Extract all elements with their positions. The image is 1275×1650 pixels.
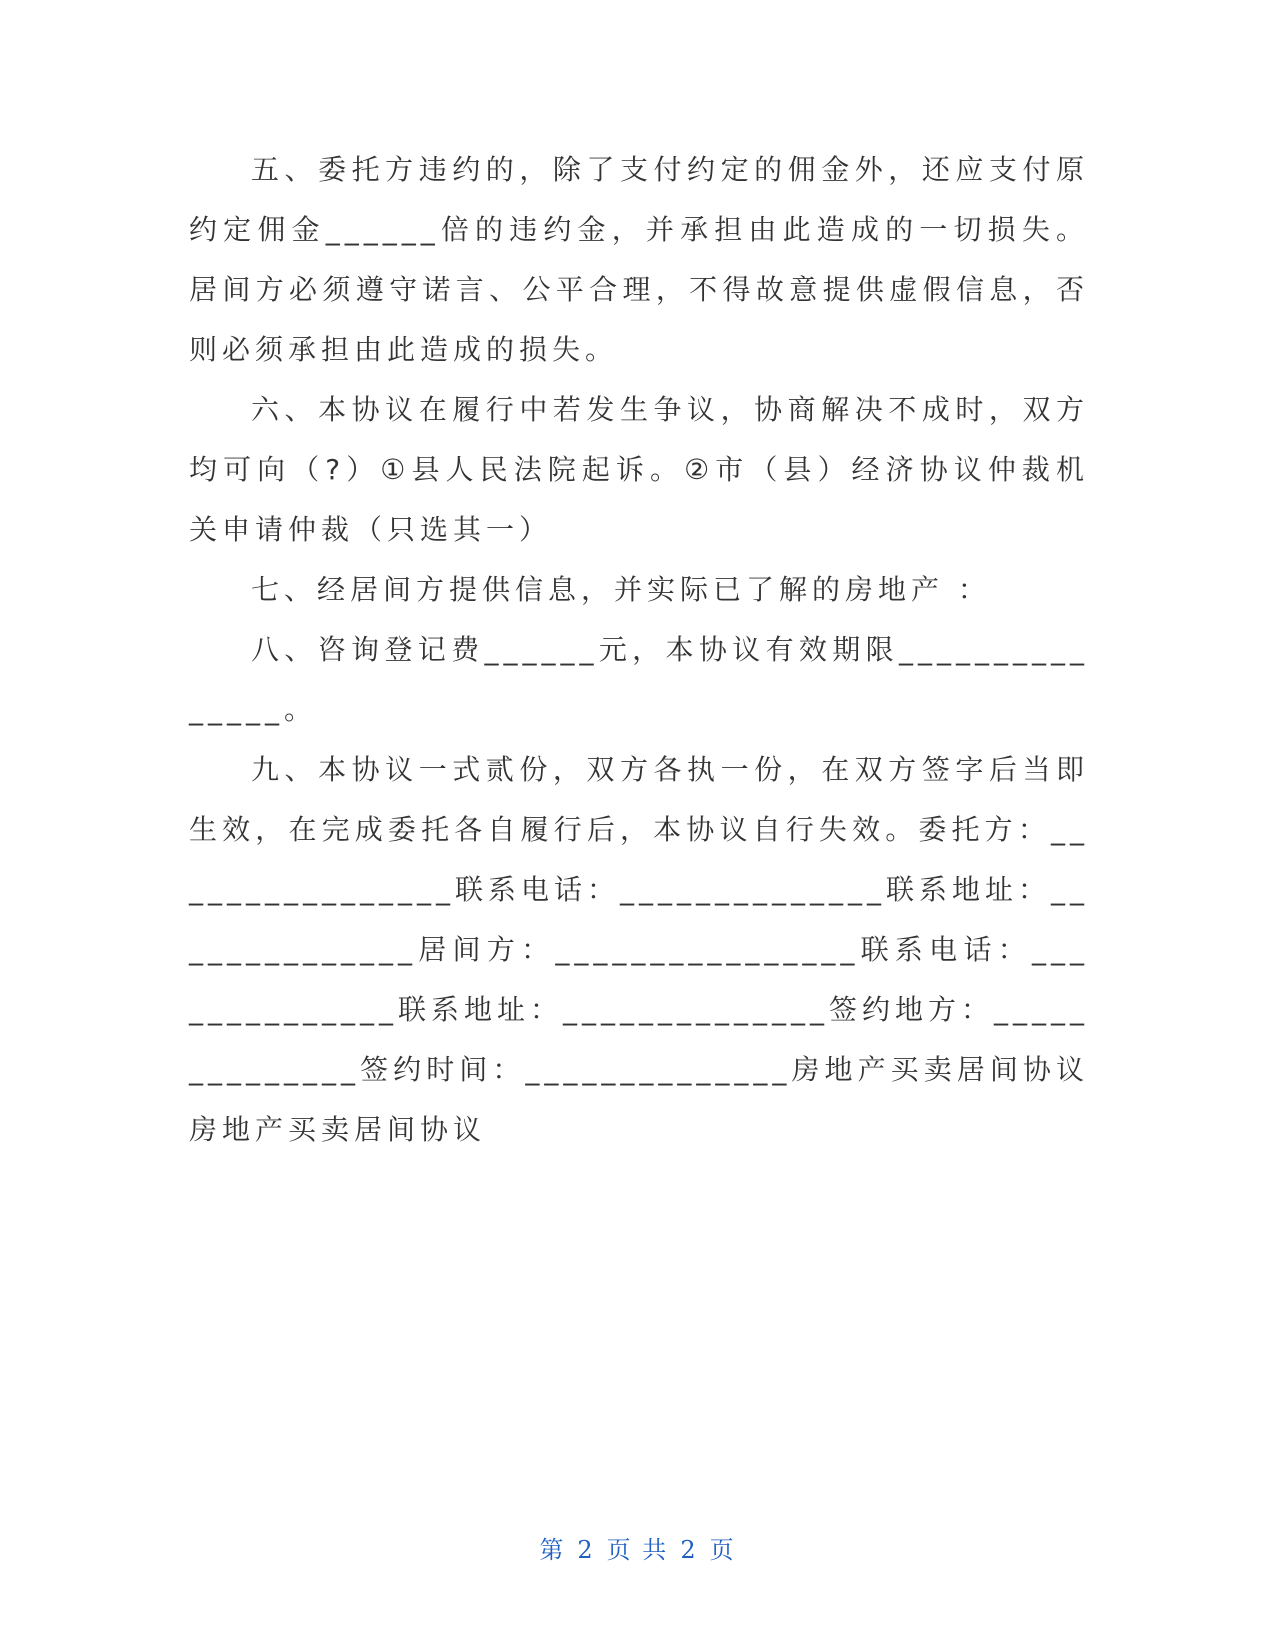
- page-footer: [0, 1530, 1275, 1565]
- document-body: [189, 140, 1089, 1160]
- footer-suffix: 页: [709, 1536, 736, 1564]
- footer-page-number: 2: [577, 1536, 595, 1564]
- clause-seven: 七、经居间方提供信息，并实际已了解的房地产 ：: [251, 573, 991, 606]
- clause-nine: 九、本协议一式贰份，双方各执一份，在双方签字后当即生效，在完成委托各自履行后，本协议自行失效。委托方：________________联系电话：______________联系地址：______________居间方：________________联系电话：______________联系地址：______________签约地方：______________签约时间：______________房地产买卖居间协议房地产买卖居间协议: [189, 753, 1090, 1146]
- clause-six: 六、本协议在履行中若发生争议，协商解决不成时，双方均可向（?）①县人民法院起诉。②市（县）经济协议仲裁机关申请仲裁（只选其一）: [189, 393, 1089, 546]
- footer-prefix: 第: [539, 1536, 566, 1564]
- clause-eight: 八、咨询登记费______元，本协议有效期限_______________。: [189, 633, 1089, 726]
- footer-total-pages: 2: [680, 1536, 698, 1564]
- clause-five: 五、委托方违约的，除了支付约定的佣金外，还应支付原约定佣金______倍的违约金，并承担由此造成的一切损失。居间方必须遵守诺言、公平合理，不得故意提供虚假信息，否则必须承担由此造成的损失。: [189, 153, 1089, 366]
- footer-middle: 页 共: [606, 1536, 669, 1564]
